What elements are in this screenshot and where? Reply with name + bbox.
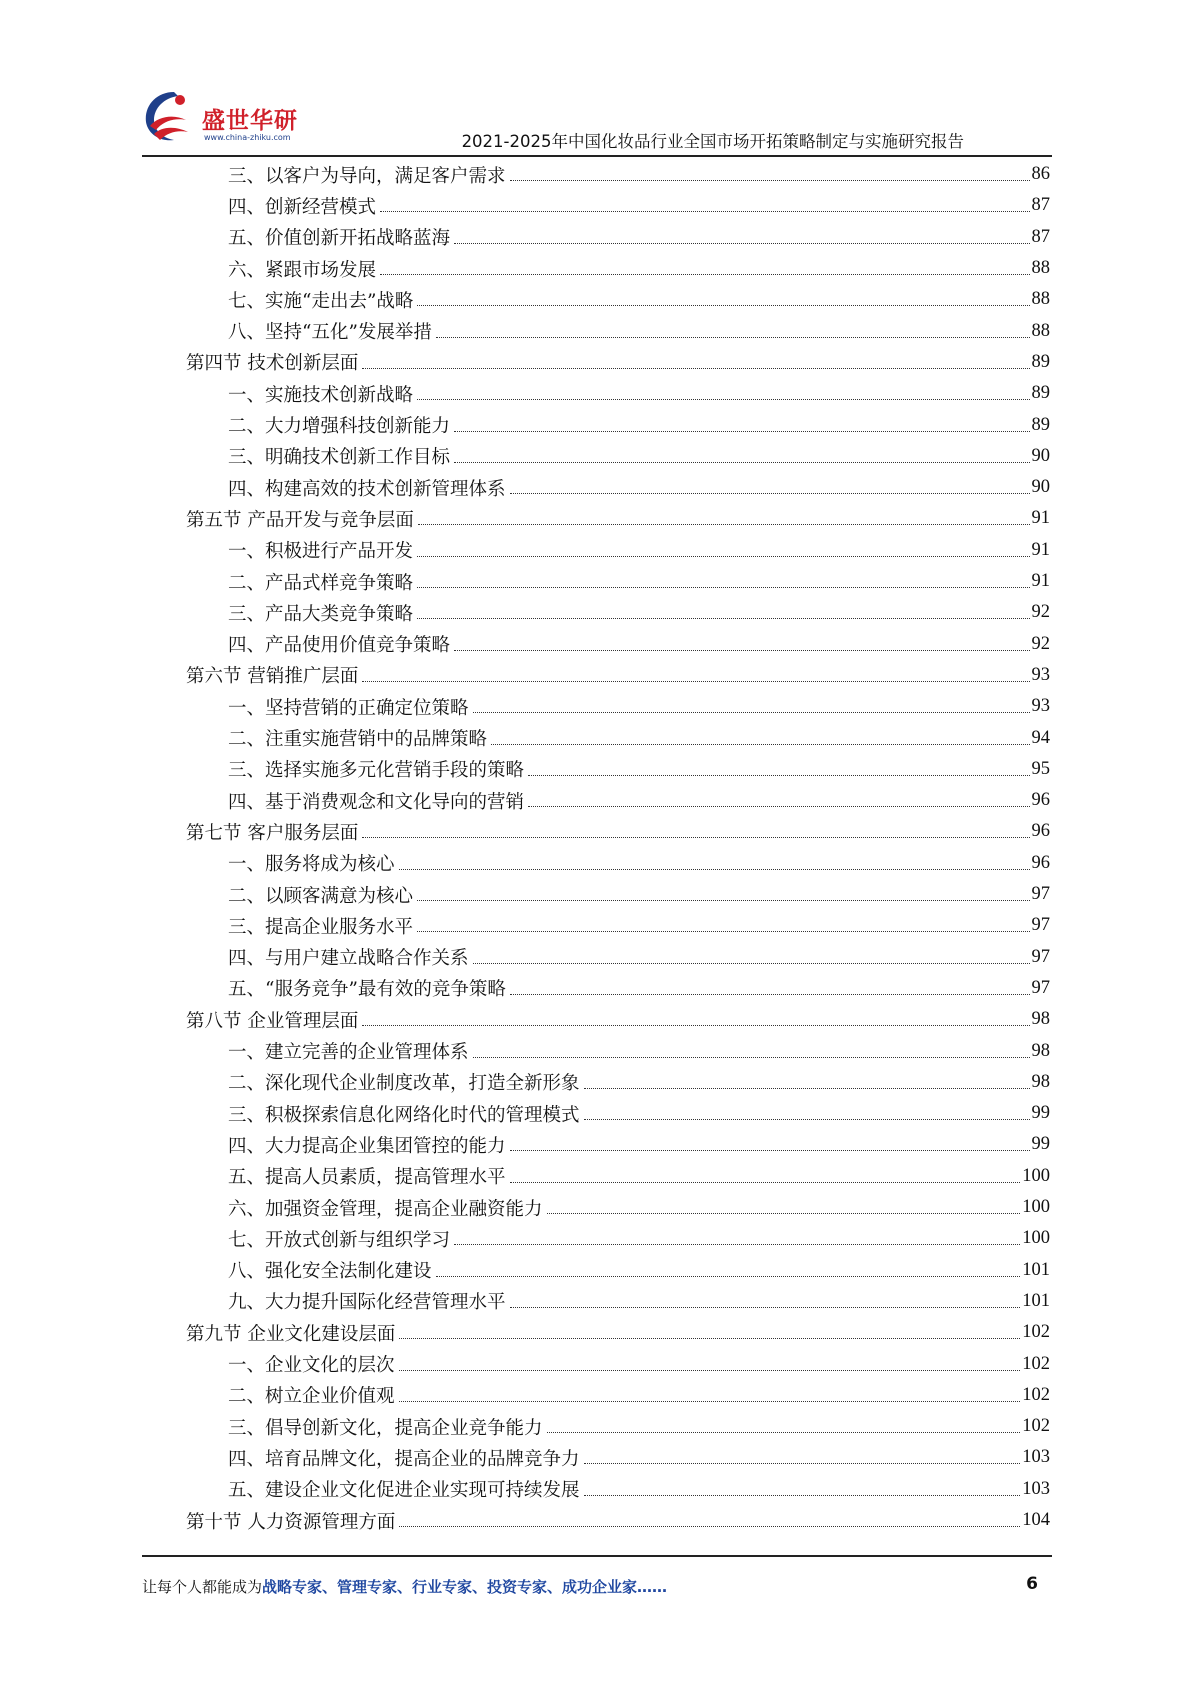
toc-entry-label: 四、创新经营模式 xyxy=(228,196,377,218)
toc-entry-label: 四、构建高效的技术创新管理体系 xyxy=(228,478,506,500)
toc-entry-page: 88 xyxy=(1031,289,1050,310)
toc-dot-leader xyxy=(584,1495,1021,1496)
toc-entry-label: 四、基于消费观念和文化导向的营销 xyxy=(228,791,525,813)
toc-entry-page: 89 xyxy=(1031,414,1050,435)
toc-entry[interactable] xyxy=(186,503,1050,534)
toc-dot-leader xyxy=(436,1276,1021,1277)
toc-dot-leader xyxy=(510,994,1030,995)
toc-entry[interactable] xyxy=(228,1380,1050,1411)
toc-entry-page: 99 xyxy=(1031,1134,1050,1155)
toc-entry[interactable] xyxy=(228,441,1050,472)
toc-entry-page: 98 xyxy=(1031,1009,1050,1030)
page-header xyxy=(0,0,1191,160)
toc-entry-page: 102 xyxy=(1022,1322,1050,1343)
toc-entry-page: 97 xyxy=(1031,977,1050,998)
toc-entry-label: 三、以客户为导向，满足客户需求 xyxy=(228,165,506,187)
page-number: 6 xyxy=(1026,1574,1038,1594)
toc-dot-leader xyxy=(399,1526,1020,1527)
toc-dot-leader xyxy=(454,431,1029,432)
footer-slogan xyxy=(142,1576,667,1597)
toc-entry[interactable] xyxy=(228,316,1050,347)
toc-entry-label: 第五节 产品开发与竞争层面 xyxy=(186,509,414,531)
toc-entry-page: 91 xyxy=(1031,539,1050,560)
toc-entry-label: 三、选择实施多元化营销手段的策略 xyxy=(228,760,525,782)
toc-entry-page: 93 xyxy=(1031,696,1050,717)
toc-entry-page: 103 xyxy=(1022,1447,1050,1468)
toc-entry-page: 87 xyxy=(1031,226,1050,247)
toc-entry-label: 九、大力提升国际化经营管理水平 xyxy=(228,1292,506,1314)
toc-entry-label: 二、大力增强科技创新能力 xyxy=(228,416,451,438)
toc-entry-label: 第九节 企业文化建设层面 xyxy=(186,1323,396,1345)
toc-entry-page: 97 xyxy=(1031,884,1050,905)
toc-entry-page: 100 xyxy=(1022,1197,1050,1218)
toc-entry-page: 95 xyxy=(1031,758,1050,779)
toc-entry-page: 96 xyxy=(1031,852,1050,873)
toc-entry-label: 一、坚持营销的正确定位策略 xyxy=(228,697,469,719)
toc-dot-leader xyxy=(584,1088,1030,1089)
footer-highlight: 战略专家、管理专家、行业专家、投资专家、成功企业家 xyxy=(262,1578,638,1596)
toc-entry-page: 100 xyxy=(1022,1165,1050,1186)
toc-dot-leader xyxy=(362,368,1029,369)
toc-entry-page: 103 xyxy=(1022,1478,1050,1499)
toc-entry-label: 第七节 客户服务层面 xyxy=(186,822,359,844)
toc-entry[interactable] xyxy=(228,159,1050,190)
toc-entry-label: 五、“服务竞争”最有效的竞争策略 xyxy=(228,979,506,1001)
toc-entry[interactable] xyxy=(228,566,1050,597)
toc-entry[interactable] xyxy=(228,1411,1050,1442)
toc-entry[interactable] xyxy=(228,222,1050,253)
toc-dot-leader xyxy=(528,775,1029,776)
toc-entry-page: 93 xyxy=(1031,664,1050,685)
toc-entry-label: 四、产品使用价值竞争策略 xyxy=(228,635,451,657)
toc-entry-page: 96 xyxy=(1031,790,1050,811)
toc-entry[interactable] xyxy=(228,973,1050,1004)
toc-entry-label: 三、产品大类竞争策略 xyxy=(228,603,414,625)
toc-entry-label: 六、紧跟市场发展 xyxy=(228,259,377,281)
toc-entry[interactable] xyxy=(186,347,1050,378)
toc-dot-leader xyxy=(473,963,1030,964)
toc-dot-leader xyxy=(510,1150,1030,1151)
toc-entry-page: 91 xyxy=(1031,508,1050,529)
toc-entry-label: 三、明确技术创新工作目标 xyxy=(228,447,451,469)
toc-entry[interactable] xyxy=(228,1129,1050,1160)
toc-entry-page: 88 xyxy=(1031,320,1050,341)
toc-entry-page: 104 xyxy=(1022,1510,1050,1531)
toc-entry[interactable] xyxy=(228,1474,1050,1505)
toc-dot-leader xyxy=(473,1057,1030,1058)
toc-dot-leader xyxy=(510,1307,1021,1308)
toc-dot-leader xyxy=(399,1401,1021,1402)
toc-entry[interactable] xyxy=(228,1161,1050,1192)
toc-dot-leader xyxy=(362,1025,1029,1026)
toc-entry[interactable] xyxy=(228,1223,1050,1254)
toc-entry-label: 五、提高人员素质，提高管理水平 xyxy=(228,1167,506,1189)
toc-entry[interactable] xyxy=(186,1505,1050,1536)
toc-dot-leader xyxy=(584,1463,1021,1464)
toc-entry-page: 100 xyxy=(1022,1228,1050,1249)
toc-entry-page: 91 xyxy=(1031,571,1050,592)
toc-entry-label: 三、提高企业服务水平 xyxy=(228,916,414,938)
toc-entry-label: 一、实施技术创新战略 xyxy=(228,384,414,406)
toc-entry-page: 96 xyxy=(1031,821,1050,842)
toc-dot-leader xyxy=(362,681,1029,682)
toc-dot-leader xyxy=(510,493,1030,494)
toc-entry[interactable] xyxy=(228,848,1050,879)
toc-entry-label: 二、产品式样竞争策略 xyxy=(228,572,414,594)
toc-entry-page: 97 xyxy=(1031,946,1050,967)
toc-entry-label: 三、倡导创新文化，提高企业竞争能力 xyxy=(228,1417,543,1439)
toc-entry-label: 第八节 企业管理层面 xyxy=(186,1010,359,1032)
toc-dot-leader xyxy=(399,1370,1021,1371)
toc-entry-page: 94 xyxy=(1031,727,1050,748)
toc-entry[interactable] xyxy=(228,190,1050,221)
toc-entry-label: 五、价值创新开拓战略蓝海 xyxy=(228,228,451,250)
toc-entry-label: 二、树立企业价值观 xyxy=(228,1386,395,1408)
toc-dot-leader xyxy=(547,1213,1021,1214)
toc-dot-leader xyxy=(436,337,1030,338)
toc-entry-page: 87 xyxy=(1031,195,1050,216)
toc-entry[interactable] xyxy=(228,1098,1050,1129)
toc-entry[interactable] xyxy=(228,1192,1050,1223)
toc-dot-leader xyxy=(417,931,1029,932)
toc-entry[interactable] xyxy=(228,535,1050,566)
toc-entry-label: 八、强化安全法制化建设 xyxy=(228,1261,432,1283)
toc-entry-label: 二、以顾客满意为核心 xyxy=(228,885,414,907)
toc-dot-leader xyxy=(454,462,1029,463)
toc-dot-leader xyxy=(528,806,1029,807)
toc-entry[interactable] xyxy=(228,879,1050,910)
toc-entry[interactable] xyxy=(228,1286,1050,1317)
logo-url: www.china-zhiku.com xyxy=(204,133,291,142)
toc-entry-page: 89 xyxy=(1031,383,1050,404)
toc-entry-page: 92 xyxy=(1031,602,1050,623)
toc-entry-page: 102 xyxy=(1022,1384,1050,1405)
toc-entry-page: 101 xyxy=(1022,1290,1050,1311)
toc-entry-page: 102 xyxy=(1022,1353,1050,1374)
toc-dot-leader xyxy=(454,243,1029,244)
toc-entry-label: 第十节 人力资源管理方面 xyxy=(186,1511,396,1533)
logo-name: 盛世华研 xyxy=(202,108,298,134)
toc-entry[interactable] xyxy=(228,722,1050,753)
toc-entry-label: 七、实施“走出去”战略 xyxy=(228,290,414,312)
toc-dot-leader xyxy=(491,744,1029,745)
toc-entry-page: 99 xyxy=(1031,1103,1050,1124)
toc-entry-label: 四、培育品牌文化，提高企业的品牌竞争力 xyxy=(228,1448,580,1470)
toc-dot-leader xyxy=(584,1119,1030,1120)
toc-entry[interactable] xyxy=(186,1004,1050,1035)
toc-entry-label: 二、注重实施营销中的品牌策略 xyxy=(228,729,488,751)
toc-entry-page: 88 xyxy=(1031,258,1050,279)
toc-dot-leader xyxy=(380,274,1029,275)
toc-entry-page: 90 xyxy=(1031,477,1050,498)
toc-entry-label: 一、企业文化的层次 xyxy=(228,1355,395,1377)
header-divider xyxy=(142,155,1052,157)
toc-entry-page: 98 xyxy=(1031,1040,1050,1061)
toc-entry-page: 102 xyxy=(1022,1416,1050,1437)
toc-entry[interactable] xyxy=(228,1442,1050,1473)
toc-entry[interactable] xyxy=(228,378,1050,409)
report-title: 2021-2025年中国化妆品行业全国市场开拓策略制定与实施研究报告 xyxy=(461,132,964,151)
toc-entry-label: 六、加强资金管理，提高企业融资能力 xyxy=(228,1198,543,1220)
toc-dot-leader xyxy=(473,712,1030,713)
toc-entry[interactable] xyxy=(228,409,1050,440)
toc-dot-leader xyxy=(399,1338,1020,1339)
toc-entry-label: 一、建立完善的企业管理体系 xyxy=(228,1042,469,1064)
toc-dot-leader xyxy=(417,399,1029,400)
toc-dot-leader xyxy=(417,900,1029,901)
toc-entry-page: 86 xyxy=(1031,164,1050,185)
toc-entry-page: 97 xyxy=(1031,915,1050,936)
toc-entry[interactable] xyxy=(186,1317,1050,1348)
toc-dot-leader xyxy=(417,556,1029,557)
toc-entry-label: 第六节 营销推广层面 xyxy=(186,666,359,688)
toc-entry[interactable] xyxy=(228,1035,1050,1066)
toc-entry-page: 98 xyxy=(1031,1071,1050,1092)
toc-dot-leader xyxy=(418,524,1030,525)
toc-dot-leader xyxy=(380,211,1029,212)
toc-entry-label: 四、大力提高企业集团管控的能力 xyxy=(228,1135,506,1157)
toc-dot-leader xyxy=(547,1432,1021,1433)
toc-entry[interactable] xyxy=(186,660,1050,691)
toc-entry-label: 四、与用户建立战略合作关系 xyxy=(228,948,469,970)
toc-entry[interactable] xyxy=(228,785,1050,816)
toc-entry-label: 第四节 技术创新层面 xyxy=(186,353,359,375)
logo-swoosh-icon xyxy=(140,86,202,148)
toc-entry[interactable] xyxy=(228,942,1050,973)
toc-entry[interactable] xyxy=(228,910,1050,941)
toc-entry[interactable] xyxy=(228,629,1050,660)
footer-divider xyxy=(142,1555,1052,1557)
footer-suffix: …… xyxy=(637,1578,668,1596)
toc-dot-leader xyxy=(510,1182,1021,1183)
toc-entry[interactable] xyxy=(228,284,1050,315)
toc-entry-label: 二、深化现代企业制度改革，打造全新形象 xyxy=(228,1073,580,1095)
toc-entry-label: 七、开放式创新与组织学习 xyxy=(228,1229,451,1251)
toc-dot-leader xyxy=(362,837,1029,838)
toc-dot-leader xyxy=(454,1244,1020,1245)
toc-entry-page: 89 xyxy=(1031,351,1050,372)
toc-dot-leader xyxy=(399,869,1030,870)
toc-entry-page: 90 xyxy=(1031,445,1050,466)
toc-entry[interactable] xyxy=(228,253,1050,284)
toc-entry[interactable] xyxy=(228,597,1050,628)
toc-entry[interactable] xyxy=(228,754,1050,785)
toc-entry-label: 一、服务将成为核心 xyxy=(228,854,395,876)
toc-entry[interactable] xyxy=(228,1255,1050,1286)
toc-dot-leader xyxy=(417,618,1029,619)
toc-entry[interactable] xyxy=(228,472,1050,503)
toc-entry[interactable] xyxy=(228,1348,1050,1379)
toc-entry-label: 五、建设企业文化促进企业实现可持续发展 xyxy=(228,1480,580,1502)
toc-dot-leader xyxy=(454,650,1029,651)
toc-entry-page: 92 xyxy=(1031,633,1050,654)
company-logo xyxy=(140,86,300,148)
toc-entry-label: 八、坚持“五化”发展举措 xyxy=(228,322,432,344)
toc-dot-leader xyxy=(510,180,1030,181)
toc-entry[interactable] xyxy=(228,691,1050,722)
toc-dot-leader xyxy=(417,587,1029,588)
toc-entry-label: 一、积极进行产品开发 xyxy=(228,541,414,563)
toc-entry[interactable] xyxy=(186,816,1050,847)
toc-dot-leader xyxy=(417,305,1029,306)
toc-entry[interactable] xyxy=(228,1067,1050,1098)
toc-entry-label: 三、积极探索信息化网络化时代的管理模式 xyxy=(228,1104,580,1126)
toc-entry-page: 101 xyxy=(1022,1259,1050,1280)
footer-prefix: 让每个人都能成为 xyxy=(142,1578,263,1596)
